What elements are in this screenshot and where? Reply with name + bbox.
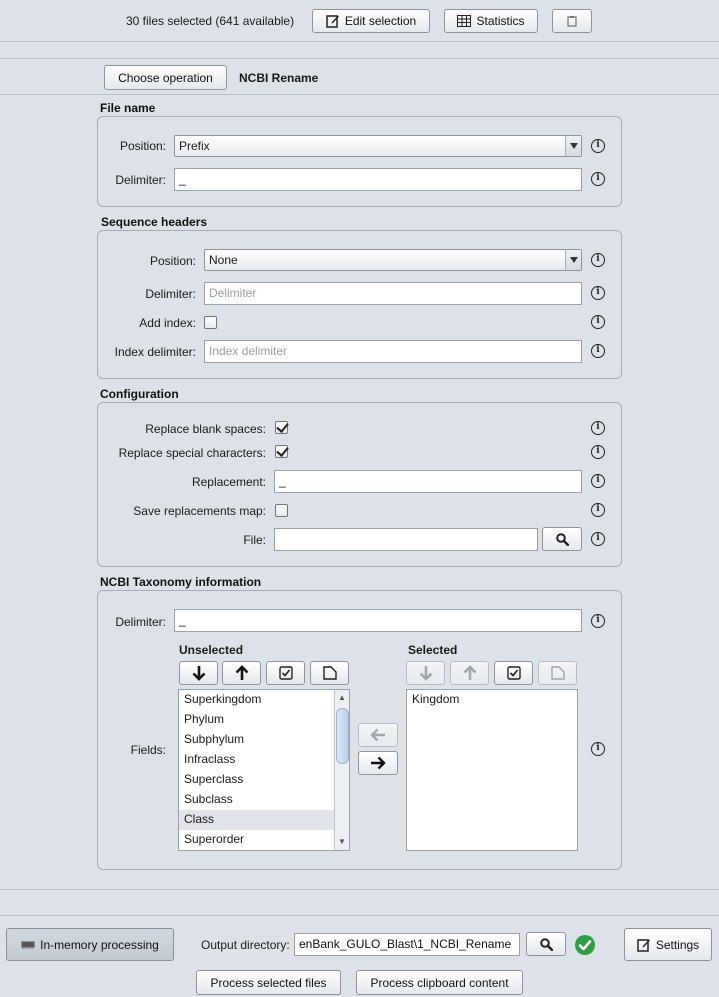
scroll-thumb[interactable] [336,708,349,764]
selected-move-up-button[interactable] [450,661,489,685]
divider [0,58,719,59]
info-icon[interactable]: i [591,253,605,267]
list-item[interactable]: Subclass [184,792,233,806]
move-up-button[interactable] [222,661,261,685]
status-ok-icon [574,934,596,956]
output-directory-input[interactable]: enBank_GULO_Blast\1_NCBI_Rename [294,933,520,956]
sequence-position-select[interactable] [204,249,582,271]
delimiter-label: Delimiter: [115,173,166,187]
memory-icon [21,941,35,949]
browse-file-button[interactable] [542,527,582,551]
selection-status: 30 files selected (641 available) [126,14,295,28]
arrow-left-icon [370,728,386,742]
arrow-up-icon [235,665,249,681]
edit-selection-label: Edit selection [344,14,417,28]
save-map-label: Save replacements map: [133,504,266,518]
list-item[interactable]: Class [179,810,349,830]
file-name-delimiter-input[interactable]: _ [174,168,582,191]
index-delimiter-input[interactable]: Index delimiter [204,340,582,363]
process-clipboard-button[interactable] [356,970,523,995]
settings-label: Settings [655,937,700,952]
list-item[interactable]: Superorder [184,832,245,846]
output-directory-label: Output directory: [201,938,290,952]
info-icon[interactable]: i [591,614,605,628]
info-icon[interactable]: i [591,139,605,153]
selected-move-down-button[interactable] [406,661,445,685]
in-memory-label: In-memory processing [40,937,159,952]
info-icon[interactable]: i [591,445,605,459]
list-item[interactable]: Superclass [184,772,244,786]
list-item[interactable]: Subphylum [184,732,245,746]
statistics-label: Statistics [476,14,525,28]
info-icon[interactable]: i [591,286,605,300]
unselected-list[interactable] [178,689,350,851]
table-icon [457,15,471,27]
replacement-label: Replacement: [191,475,266,489]
search-icon [540,938,553,951]
index-delimiter-label: Index delimiter: [114,345,196,359]
browse-output-button[interactable] [526,932,566,956]
arrow-up-icon [463,665,477,681]
file-name-position-select[interactable] [174,135,582,157]
info-icon[interactable]: i [591,532,605,546]
selected-title: Selected [408,643,458,657]
list-item[interactable]: Phylum [184,712,225,726]
choose-operation-button[interactable] [104,65,227,90]
add-index-checkbox[interactable] [204,316,217,329]
clipboard-button[interactable] [552,9,592,33]
position-value: None [209,253,238,267]
divider [0,41,719,42]
arrow-down-icon [192,665,206,681]
square-icon [323,666,337,680]
move-right-button[interactable] [358,751,398,775]
replace-blank-checkbox[interactable] [275,421,288,434]
selected-select-none-button[interactable] [538,661,577,685]
position-label: Position: [149,254,196,268]
position-value: Prefix [179,139,210,153]
checkbox-icon [279,666,293,680]
process-clipboard-label: Process clipboard content [370,975,509,990]
select-all-button[interactable] [266,661,305,685]
replace-special-label: Replace special characters: [118,446,266,460]
square-icon [551,666,565,680]
process-selected-button[interactable] [196,970,341,995]
add-index-label: Add index: [139,316,196,330]
scroll-up-icon[interactable]: ▲ [338,693,346,702]
info-icon[interactable]: i [591,315,605,329]
divider [0,915,719,916]
dropdown-arrow-icon [565,250,581,270]
divider [0,889,719,890]
taxonomy-title: NCBI Taxonomy information [100,575,262,589]
save-map-checkbox[interactable] [275,504,288,517]
info-icon[interactable]: i [591,421,605,435]
file-label: File: [243,533,266,547]
choose-operation-label: Choose operation [118,70,213,85]
replacement-input[interactable]: _ [274,470,582,493]
in-memory-processing-button[interactable] [6,928,174,961]
selected-select-all-button[interactable] [494,661,533,685]
delimiter-label: Delimiter: [145,287,196,301]
info-icon[interactable]: i [591,742,605,756]
replace-blank-label: Replace blank spaces: [145,422,266,436]
select-none-button[interactable] [310,661,349,685]
arrow-right-icon [370,756,386,770]
edit-icon [637,938,651,952]
divider [0,94,719,95]
operation-name: NCBI Rename [239,71,319,85]
taxonomy-delimiter-input[interactable]: _ [174,609,582,632]
unselected-items [179,690,349,850]
settings-button[interactable] [624,928,712,961]
search-icon [556,533,569,546]
scroll-down-icon[interactable]: ▼ [338,837,346,846]
selected-list[interactable] [406,689,578,851]
sequence-headers-title: Sequence headers [101,215,208,229]
info-icon[interactable]: i [591,172,605,186]
move-down-button[interactable] [179,661,218,685]
unselected-title: Unselected [179,643,244,657]
fields-label: Fields: [130,743,166,757]
move-left-button[interactable] [358,723,398,747]
list-item[interactable]: Kingdom [412,692,460,706]
info-icon[interactable]: i [591,344,605,358]
process-selected-label: Process selected files [210,975,327,990]
edit-icon [326,14,340,28]
position-label: Position: [119,139,166,153]
checkbox-icon [507,666,521,680]
info-icon[interactable]: i [591,503,605,517]
scrollbar[interactable] [334,690,349,850]
list-item[interactable]: Infraclass [184,752,236,766]
clipboard-icon [566,15,578,27]
statistics-button[interactable] [444,9,538,33]
file-name-title: File name [100,101,156,115]
info-icon[interactable]: i [591,474,605,488]
dropdown-arrow-icon [565,136,581,156]
file-input[interactable] [274,528,538,551]
file-name-group [97,116,622,207]
edit-selection-button[interactable] [312,9,430,33]
list-item[interactable]: Superkingdom [184,692,262,706]
delimiter-label: Delimiter: [115,615,166,629]
arrow-down-icon [419,665,433,681]
sequence-delimiter-input[interactable]: Delimiter [204,282,582,305]
configuration-title: Configuration [100,387,179,401]
replace-special-checkbox[interactable] [275,445,288,458]
